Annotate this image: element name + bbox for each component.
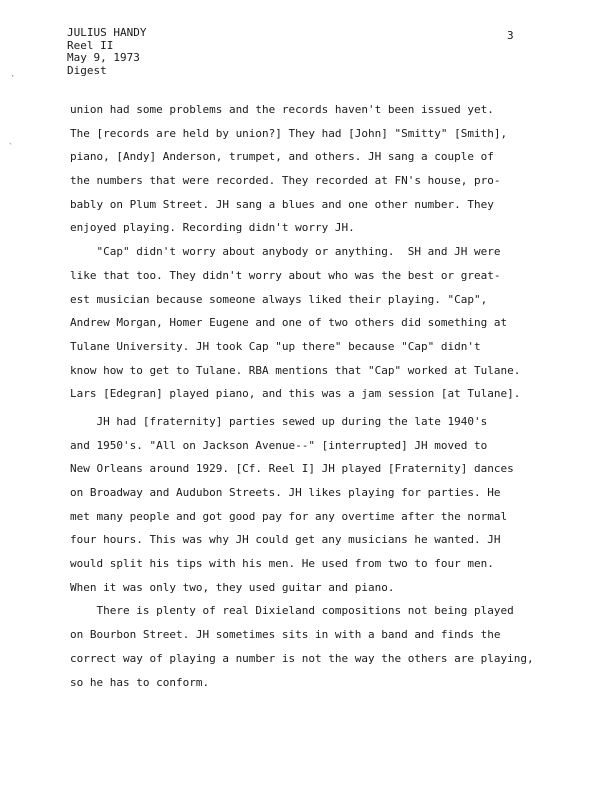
- text-line: The [records are held by union?] They had [John] "Smitty" [Smith],: [70, 126, 508, 140]
- header-name: JULIUS HANDY: [67, 26, 147, 39]
- text-line: so he has to conform.: [70, 675, 210, 689]
- margin-mark: ·: [10, 72, 16, 82]
- document-header: [67, 27, 146, 77]
- text-line: Lars [Edegran] played piano, and this was a jam session [at Tulane].: [70, 387, 521, 401]
- text-line: like that too. They didn't worry about who was the best or great-: [70, 268, 501, 282]
- margin-mark: `: [8, 143, 14, 153]
- header-type: Digest: [67, 63, 107, 77]
- text-line: and 1950's. "All on Jackson Avenue--" [interrupted] JH moved to: [70, 438, 488, 452]
- text-line: est musician because someone always liked their playing. "Cap",: [70, 292, 488, 306]
- text-line: Tulane University. JH took Cap "up there" because "Cap" didn't: [70, 339, 481, 353]
- page-number: 3: [507, 29, 514, 42]
- text-line: know how to get to Tulane. RBA mentions that "Cap" worked at Tulane.: [70, 363, 521, 377]
- text-line: When it was only two, they used guitar and piano.: [70, 580, 395, 594]
- text-line: on Bourbon Street. JH sometimes sits in with a band and finds the: [70, 628, 501, 642]
- header-reel: Reel II: [67, 38, 114, 52]
- text-line: Andrew Morgan, Homer Eugene and one of two others did something at: [70, 316, 508, 330]
- text-line: correct way of playing a number is not the way the others are playing,: [70, 651, 534, 665]
- text-line: JH had [fraternity] parties sewed up during the late 1940's: [70, 414, 488, 428]
- text-line: on Broadway and Audubon Streets. JH likes playing for parties. He: [70, 486, 501, 499]
- text-line: "Cap" didn't worry about anybody or anything. SH and JH were: [70, 245, 501, 259]
- text-line: There is plenty of real Dixieland compositions not being played: [70, 604, 514, 618]
- header-date: May 9, 1973: [67, 51, 140, 64]
- text-line: four hours. This was why JH could get any musicians he wanted. JH: [70, 533, 501, 547]
- text-line: piano, [Andy] Anderson, trumpet, and others. JH sang a couple of: [70, 150, 494, 164]
- text-line: met many people and got good pay for any overtime after the normal: [70, 509, 508, 523]
- paragraph: [70, 98, 590, 240]
- text-line: the numbers that were recorded. They recorded at FN's house, pro-: [70, 174, 501, 188]
- text-line: would split his tips with his men. He used from two to four men.: [70, 557, 494, 571]
- paragraph: [70, 599, 590, 694]
- text-line: New Orleans around 1929. [Cf. Reel I] JH played [Fraternity] dances: [70, 462, 514, 476]
- text-line: enjoyed playing. Recording didn't worry JH.: [70, 221, 355, 235]
- digest-body: [70, 98, 590, 694]
- text-line: union had some problems and the records haven't been issued yet.: [70, 103, 494, 116]
- paragraph: [70, 410, 590, 600]
- text-line: bably on Plum Street. JH sang a blues and one other number. They: [70, 197, 494, 211]
- paragraph: [70, 240, 590, 406]
